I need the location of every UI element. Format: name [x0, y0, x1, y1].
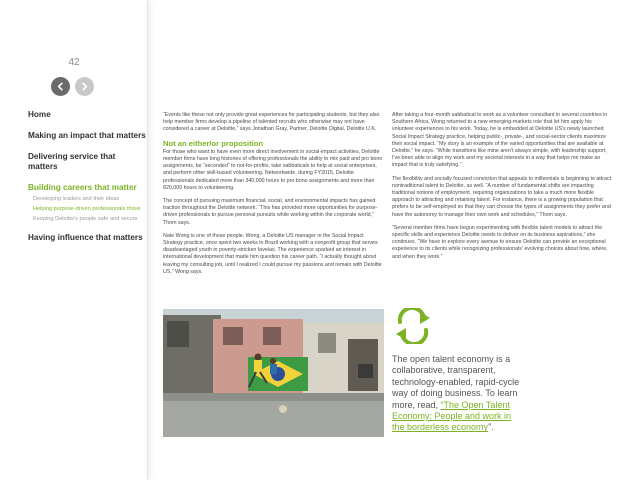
menu-item-making-an-impact[interactable]: Making an impact that matters — [28, 131, 146, 140]
paragraph: Nate Wong is one of those people. Wong, a Deloitte US manager in the Social Impact Strategy practice, once spent two weeks in Brazil working with a nonprofit group that serves disadvantaged youth in poverty-stricken favelas. The experience sparked an interest in international development that made him question his career path. “I actually thought about leaving my consulting job, until I realized I could pursue my passions and remain with Deloitte US,” Wong says. — [163, 232, 382, 275]
chevron-right-icon — [80, 82, 89, 91]
exchange-arrows-icon — [392, 308, 434, 344]
open-talent-economy-link[interactable]: “The Open Talent Economy: People and work in the borderless economy — [392, 399, 512, 433]
menu-item-delivering-service[interactable]: Delivering service that matters — [28, 152, 116, 171]
article-column-left — [163, 112, 383, 282]
paragraph: For those who want to have even more direct involvement in social-impact activities, Deloitte member firms have long histories of offering professionals the ability to mix paid and pro bono assignments, be “seconded” to not-for-profits, take sabbaticals to help at social enterprises, and perform other skill-based volunteering. Networkwide, during FY2015, Deloitte professionals dedicated more than 340,000 hours to pro bono assignments and more than 820,000 hours to volunteering. — [163, 148, 383, 191]
next-page-button[interactable] — [75, 77, 94, 96]
menu-item-having-influence[interactable]: Having influence that matters — [28, 233, 143, 242]
paragraph: The flexibility and socially focused conviction that appeals to millennials is beginning to attract nontraditional talent to Deloitte, as well. “A number of fundamental shifts are impacting traditional notions of employment, requiring organizations to take a much more flexible approach to attracting and retaining talent. For instance, there is a growing population that prefers to be self-employed so that they can choose the types of assignments they prefer and have the autonomy to manage their own work and schedules,” Thom says. — [392, 175, 612, 218]
section-heading: Not an either/or proposition — [163, 138, 263, 148]
paragraph: “Events like these not only provide great experiences for participating students, but they also help member firms develop a pipeline of talented recruits who otherwise may not have considered a career at Deloitte,” says Jonathan Gray, Partner, Deloitte Digital, Deloitte U.K. — [163, 112, 380, 133]
section-menu — [28, 110, 146, 254]
submenu-item-safe-secure[interactable]: Keeping Deloitte's people safe and secure — [33, 216, 138, 222]
submenu-item-purpose-driven[interactable]: Helping purpose-driven professionals thrive — [33, 206, 141, 212]
page-number: 42 — [68, 57, 80, 68]
menu-item-home[interactable]: Home — [28, 110, 51, 119]
article-column-right — [392, 112, 614, 267]
submenu-item-developing-leaders[interactable]: Developing leaders and their ideas — [33, 196, 120, 202]
callout-text-end: ”. — [488, 422, 494, 433]
paragraph: “Several member firms have begun experimenting with flexible talent models to attract the specific skills and experience Deloitte needs to deliver on its business aspirations,” she continues. “We have to explore every avenue to ensure Deloitte can provide an exceptional experience to its clients while recognizing professionals' evolving choices about how, where, and when they work.” — [392, 224, 608, 260]
favela-football-photo — [163, 309, 384, 437]
building-careers-submenu — [28, 196, 146, 223]
menu-item-building-careers[interactable]: Building careers that matter — [28, 183, 137, 192]
paragraph: The concept of pursuing maximum financial, social, and environmental impacts has gained traction throughout the Deloitte network. “This has provided more opportunities for purpose-driven professionals to pursue personal pursuits while working within the corporate world,” Thom says. — [163, 198, 378, 226]
callout-text: The open talent economy is a collaborative, transparent, technology-enabled, rapid-cycle way of doing business. To learn more, read, — [392, 354, 520, 410]
open-talent-callout — [392, 354, 522, 434]
paragraph: After taking a four-month sabbatical to work as a volunteer consultant in several countries in Southern Africa, Wong returned to a new emerging-markets role that let him apply his volunteer experiences to his work. Today, he is embedded at Deloitte US's newly launched Social Impact Strategy practice, helping public-, private-, and social-sector clients maximize their social impact. “My story is an example of the varied opportunities that are available at Deloitte,” he says. “While transitions like mine aren't always simple, with leadership support, I've been able to align my work and my societal interests in a way that helps me make an impact that is truly satisfying.” — [392, 112, 608, 169]
chevron-left-icon — [56, 82, 65, 91]
previous-page-button[interactable] — [51, 77, 70, 96]
sidebar — [0, 0, 148, 480]
page-navigation — [51, 77, 94, 96]
